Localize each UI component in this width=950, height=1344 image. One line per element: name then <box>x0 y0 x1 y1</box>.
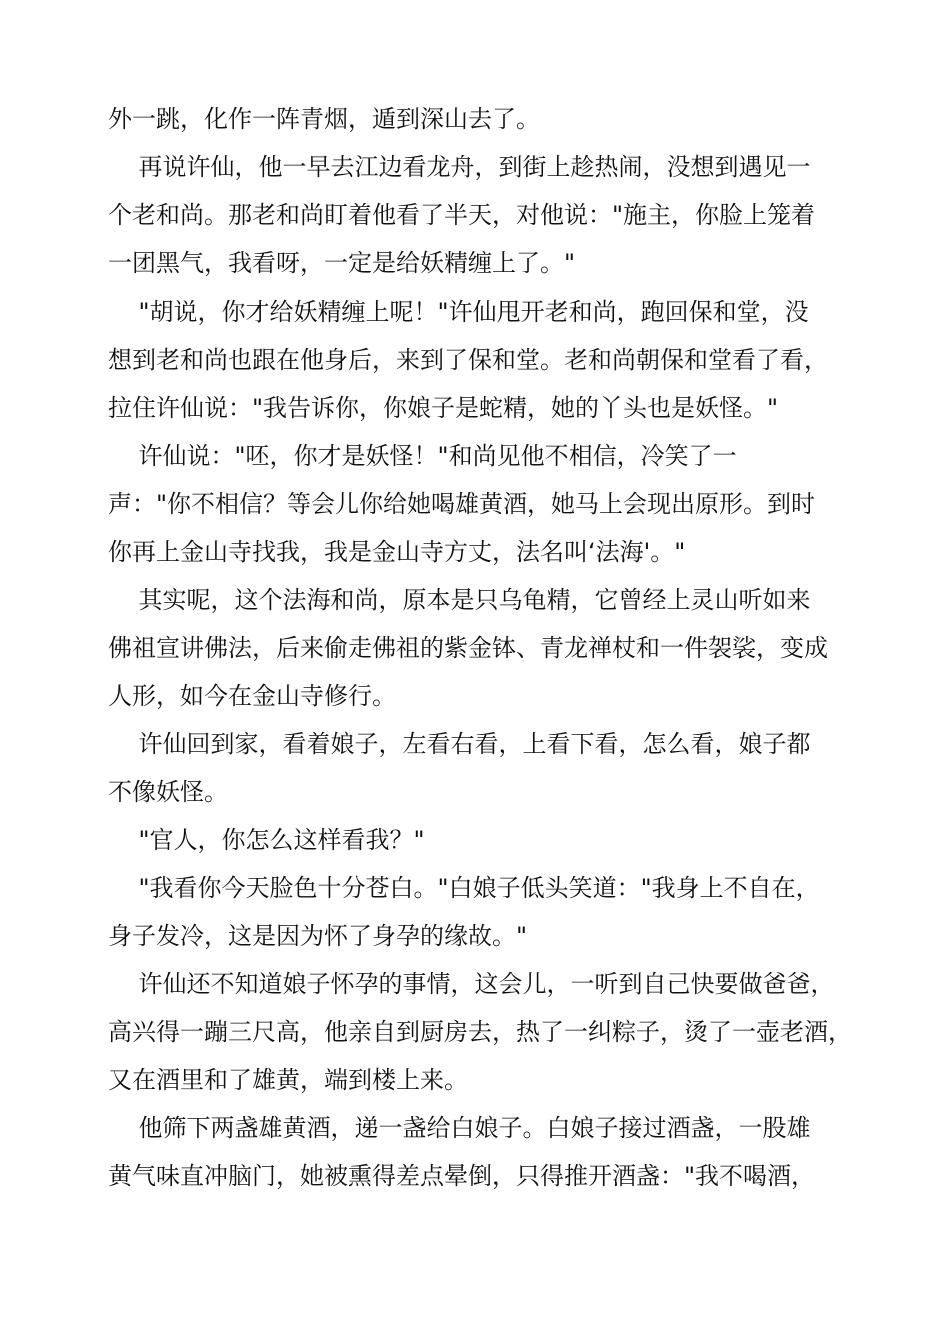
text-line: 你再上金山寺找我，我是金山寺方丈，法名叫‘法海'。" <box>108 538 686 566</box>
text-line: 拉住许仙说："我告诉你，你娘子是蛇精，她的丫头也是妖怪。" <box>108 394 779 422</box>
text-line: 许仙说："呸，你才是妖怪！"和尚见他不相信，冷笑了一 <box>108 442 737 470</box>
text-line: 人形，如今在金山寺修行。 <box>108 682 396 710</box>
text-line: 个老和尚。那老和尚盯着他看了半天，对他说："施主，你脸上笼着 <box>108 201 816 229</box>
text-line: 许仙还不知道娘子怀孕的事情，这会儿，一听到自己快要做爸爸， <box>108 970 835 998</box>
text-line: 佛祖宣讲佛法，后来偷走佛祖的紫金钵、青龙禅杖和一件袈裟，变成 <box>108 634 828 662</box>
text-line: 黄气味直冲脑门，她被熏得差点晕倒，只得推开酒盏："我不喝酒， <box>108 1162 816 1190</box>
text-line: 声："你不相信？等会儿你给她喝雄黄酒，她马上会现出原形。到时 <box>108 490 816 518</box>
text-line: 其实呢，这个法海和尚，原本是只乌龟精，它曾经上灵山听如来 <box>108 586 811 614</box>
text-line: 一团黑气，我看呀，一定是给妖精缠上了。" <box>108 249 576 277</box>
text-line: "胡说，你才给妖精缠上呢！"许仙甩开老和尚，跑回保和堂，没 <box>108 298 809 326</box>
text-line: 他筛下两盏雄黄酒，递一盏给白娘子。白娘子接过酒盏，一股雄 <box>108 1114 811 1142</box>
text-line: "我看你今天脸色十分苍白。"白娘子低头笑道："我身上不自在， <box>108 874 820 902</box>
text-line: 许仙回到家，看着娘子，左看右看，上看下看，怎么看，娘子都 <box>108 730 811 758</box>
text-line: 再说许仙，他一早去江边看龙舟，到街上趁热闹，没想到遇见一 <box>108 153 811 181</box>
text-line: 高兴得一蹦三尺高，他亲自到厨房去，热了一纠粽子，烫了一壶老酒， <box>108 1018 852 1046</box>
text-line: 又在酒里和了雄黄，端到楼上来。 <box>108 1066 468 1094</box>
text-line: 外一跳，化作一阵青烟，遁到深山去了。 <box>108 105 540 133</box>
text-line: "官人，你怎么这样看我？" <box>108 826 425 854</box>
text-line: 不像妖怪。 <box>108 778 228 806</box>
text-line: 身子发冷，这是因为怀了身孕的缘故。" <box>108 922 528 950</box>
text-line: 想到老和尚也跟在他身后，来到了保和堂。老和尚朝保和堂看了看， <box>108 346 828 374</box>
